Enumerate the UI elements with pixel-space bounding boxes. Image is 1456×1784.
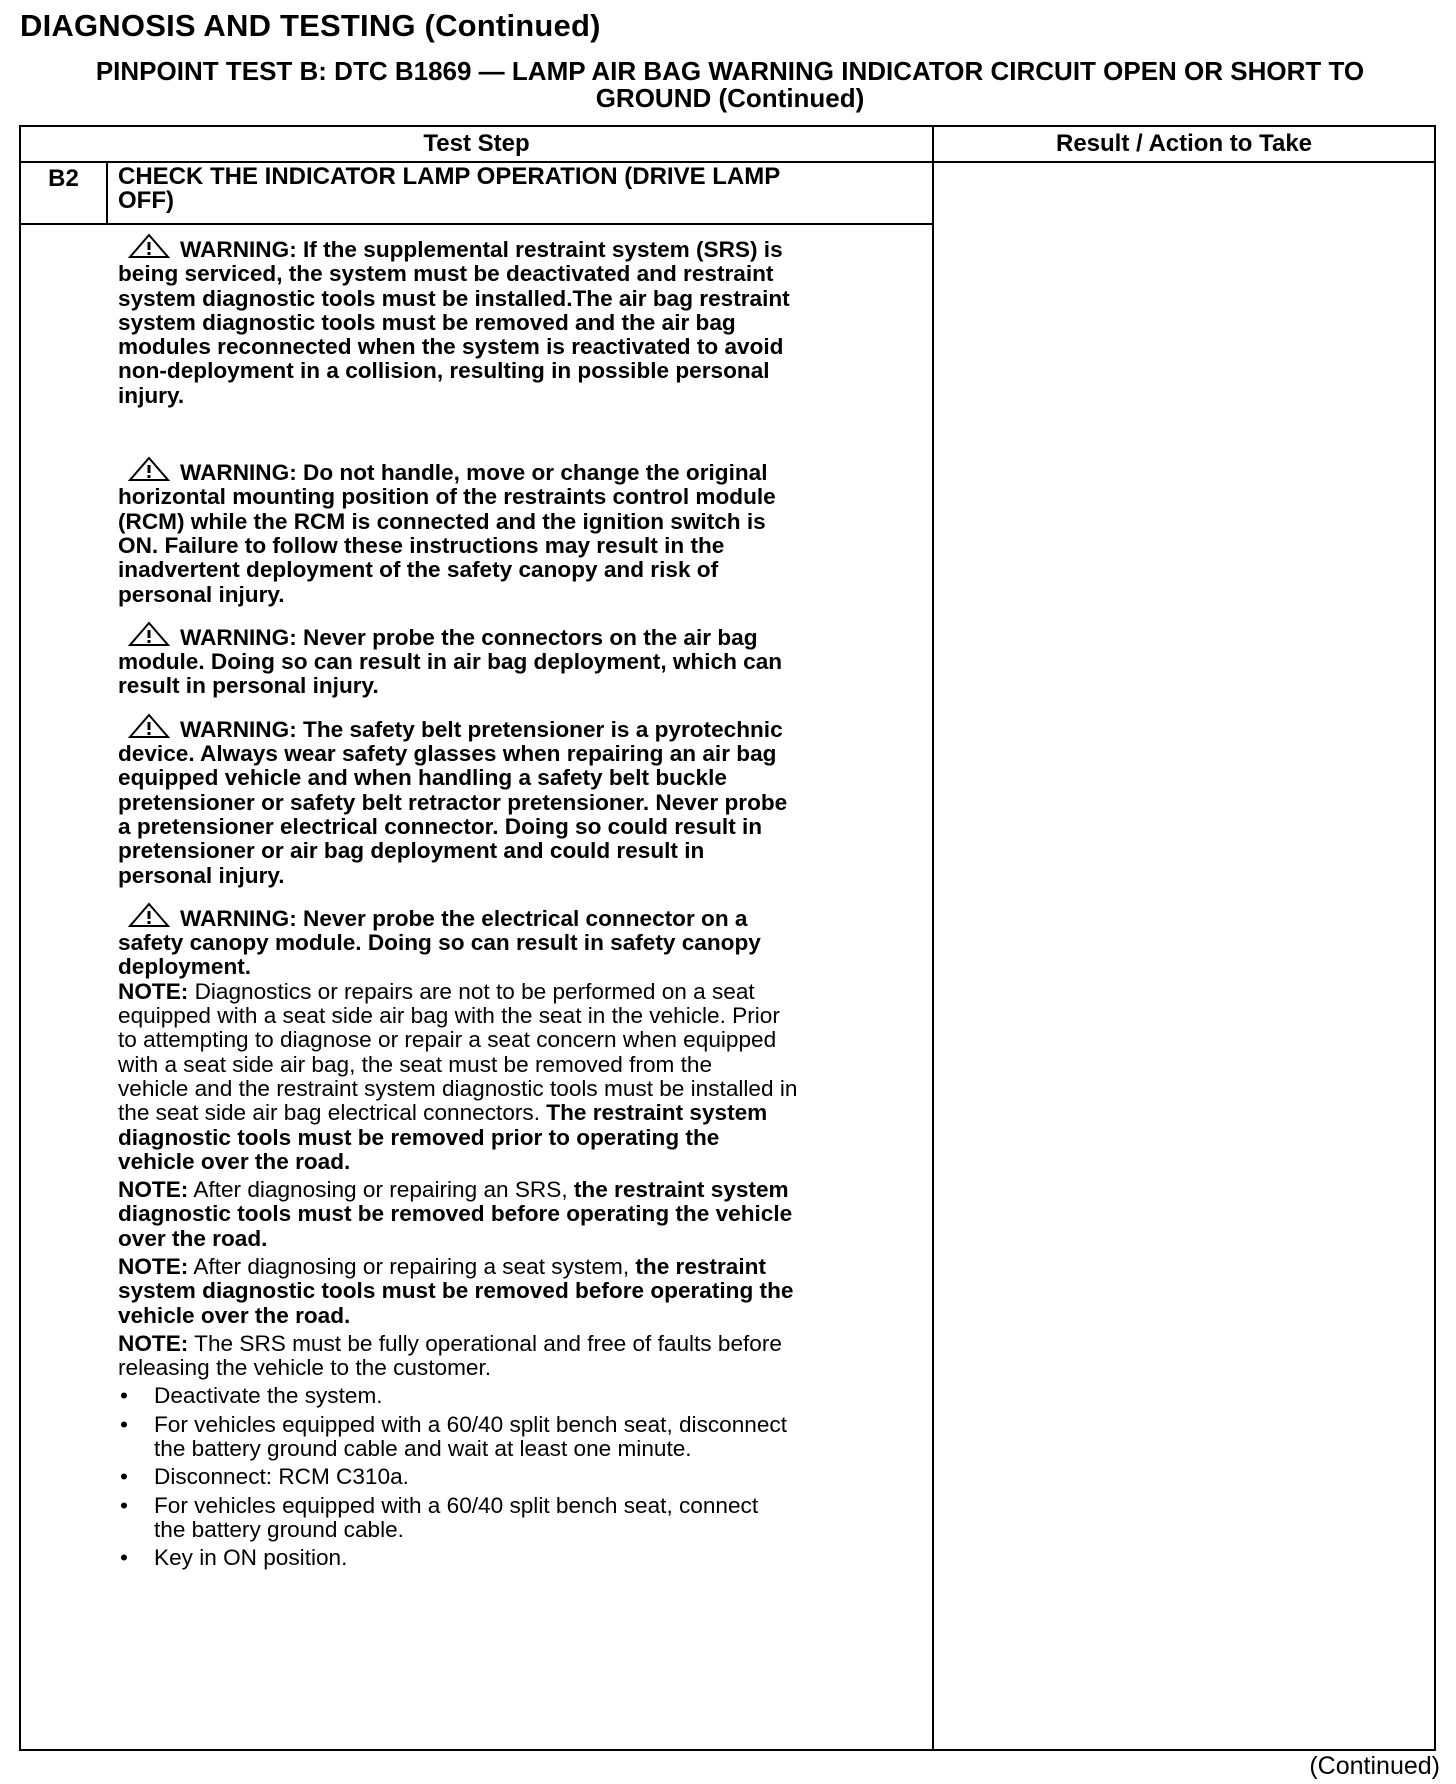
pinpoint-test-title-line1: PINPOINT TEST B: DTC B1869 — LAMP AIR BAG WARNING INDICATOR CIRCUIT OPEN OR SHORT TO [95,56,1365,86]
warning-text-line: module. Doing so can result in air bag deployment, which can [118,649,783,675]
header-divider-right [932,161,1434,163]
pinpoint-test-title-line2: GROUND (Continued) [595,83,865,113]
note-block [118,980,908,1174]
note-bold-text: system diagnostic tools must be removed before operating the [118,1278,794,1304]
note-bold-text: vehicle over the road. [118,1302,351,1328]
warning-block [118,713,908,888]
note-block [118,1255,908,1328]
warning-text-line: equipped vehicle and when handling a safety belt buckle [118,765,727,791]
note-text: the seat side air bag electrical connectors. [118,1100,540,1126]
warning-text-line: pretensioner or air bag deployment and could result in [118,838,705,864]
note-label: NOTE: [118,1177,189,1203]
note-bold-text: vehicle over the road. [118,1148,351,1174]
warning-text-line: personal injury. [118,581,285,607]
step-id: B2 [48,165,79,192]
list-item [118,1465,908,1489]
warning-block [118,621,908,699]
step-body [118,233,908,1575]
note-bold-text: diagnostic tools must be removed prior to operating the [118,1124,720,1150]
warning-block [118,456,908,607]
test-step-table [19,125,1436,1751]
warning-text-line: system diagnostic tools must be installed.The air bag restraint [118,285,790,311]
step-divider [21,223,934,225]
note-bold-text: The restraint system [546,1100,768,1126]
list-item-line: the battery ground cable. [154,1516,404,1542]
note-label: NOTE: [118,1253,189,1279]
list-item-line: • Key in ON position. [154,1545,348,1571]
warning-triangle-icon [128,902,170,928]
warning-triangle-icon [128,233,170,259]
column-divider [932,127,934,1749]
step-id-divider [106,163,108,223]
list-item [118,1413,908,1462]
warning-text-line: Never probe the connectors on the air bag [303,624,758,650]
pinpoint-test-title [20,58,1440,112]
note-text: with a seat side air bag, the seat must be removed from the [118,1051,713,1077]
warning-triangle-icon [128,456,170,482]
note-text: The SRS must be fully operational and free of faults before [194,1330,782,1356]
warning-text-line: safety canopy module. Doing so can result in safety canopy [118,930,761,956]
note-bold-text: diagnostic tools must be removed before operating the vehicle [118,1201,793,1227]
note-block [118,1332,908,1381]
warning-block [118,233,908,408]
note-text: releasing the vehicle to the customer. [118,1355,492,1381]
warning-text-line: non-deployment in a collision, resulting in possible personal [118,358,770,384]
list-item-line: • Disconnect: RCM C310a. [154,1464,409,1490]
warning-text-line: a pretensioner electrical connector. Doing so could result in [118,813,763,839]
warning-label: WARNING: [180,624,297,650]
list-item-line: • For vehicles equipped with a 60/40 split bench seat, disconnect [154,1411,788,1437]
list-item-line: • Deactivate the system. [154,1383,383,1409]
warning-text-line: (RCM) while the RCM is connected and the ignition switch is [118,508,766,534]
warning-text-line: being serviced, the system must be deactivated and restraint [118,261,774,287]
step-title-line2: OFF) [118,187,174,214]
note-text: to attempting to diagnose or repair a seat concern when equipped [118,1027,777,1053]
warning-text-line: deployment. [118,954,252,980]
step-actions-list [118,1384,908,1570]
warning-text-line: system diagnostic tools must be removed and the air bag [118,309,736,335]
footer-continued: (Continued) [1309,1752,1440,1780]
note-text: Diagnostics or repairs are not to be performed on a seat [194,978,755,1004]
warning-text-line: horizontal mounting position of the restraints control module [118,484,776,510]
warning-text-line: personal injury. [118,862,285,888]
warning-text-line: pretensioner or safety belt retractor pretensioner. Never probe [118,789,788,815]
note-bold-text: over the road. [118,1225,268,1251]
note-text: equipped with a seat side air bag with the seat in the vehicle. Prior [118,1003,780,1029]
warning-text-line: Do not handle, move or change the original [303,460,768,486]
warning-label: WARNING: [180,237,297,262]
list-item [118,1494,908,1543]
warning-label: WARNING: [180,460,297,486]
warning-block [118,902,908,980]
list-item [118,1384,908,1408]
warning-text-line: result in personal injury. [118,673,379,699]
warning-text-line: injury. [118,382,185,408]
note-text: vehicle and the restraint system diagnostic tools must be installed in [118,1075,798,1101]
column-header-test-step: Test Step [423,130,530,157]
warning-text-line: If the supplemental restraint system (SRS) is [303,237,783,262]
list-item-line: the battery ground cable and wait at least one minute. [154,1436,692,1462]
warning-text-line: modules reconnected when the system is reactivated to avoid [118,334,784,360]
warning-label: WARNING: [180,716,297,742]
note-text: After diagnosing or repairing a seat system, [193,1253,630,1279]
warning-triangle-icon [128,713,170,739]
note-label: NOTE: [118,1330,189,1356]
warning-text-line: inadvertent deployment of the safety canopy and risk of [118,557,719,583]
note-block [118,1178,908,1251]
warning-text-line: device. Always wear safety glasses when repairing an air bag [118,741,777,767]
step-title [118,165,878,213]
warning-label: WARNING: [180,905,297,931]
list-item-line: • For vehicles equipped with a 60/40 split bench seat, connect [154,1492,759,1518]
note-bold-text: the restraint [635,1253,766,1279]
column-header-result-action: Result / Action to Take [1055,130,1313,157]
page-title: DIAGNOSIS AND TESTING (Continued) [20,8,601,43]
warning-text-line: The safety belt pretensioner is a pyrotechnic [303,716,783,742]
step-title-line1: CHECK THE INDICATOR LAMP OPERATION (DRIVE LAMP [118,163,781,190]
warning-text-line: ON. Failure to follow these instructions may result in the [118,532,725,558]
note-text: After diagnosing or repairing an SRS, [193,1177,568,1203]
warning-triangle-icon [128,621,170,647]
note-bold-text: the restraint system [573,1177,789,1203]
list-item [118,1546,908,1570]
warning-text-line: Never probe the electrical connector on a [303,905,748,931]
note-label: NOTE: [118,978,189,1004]
